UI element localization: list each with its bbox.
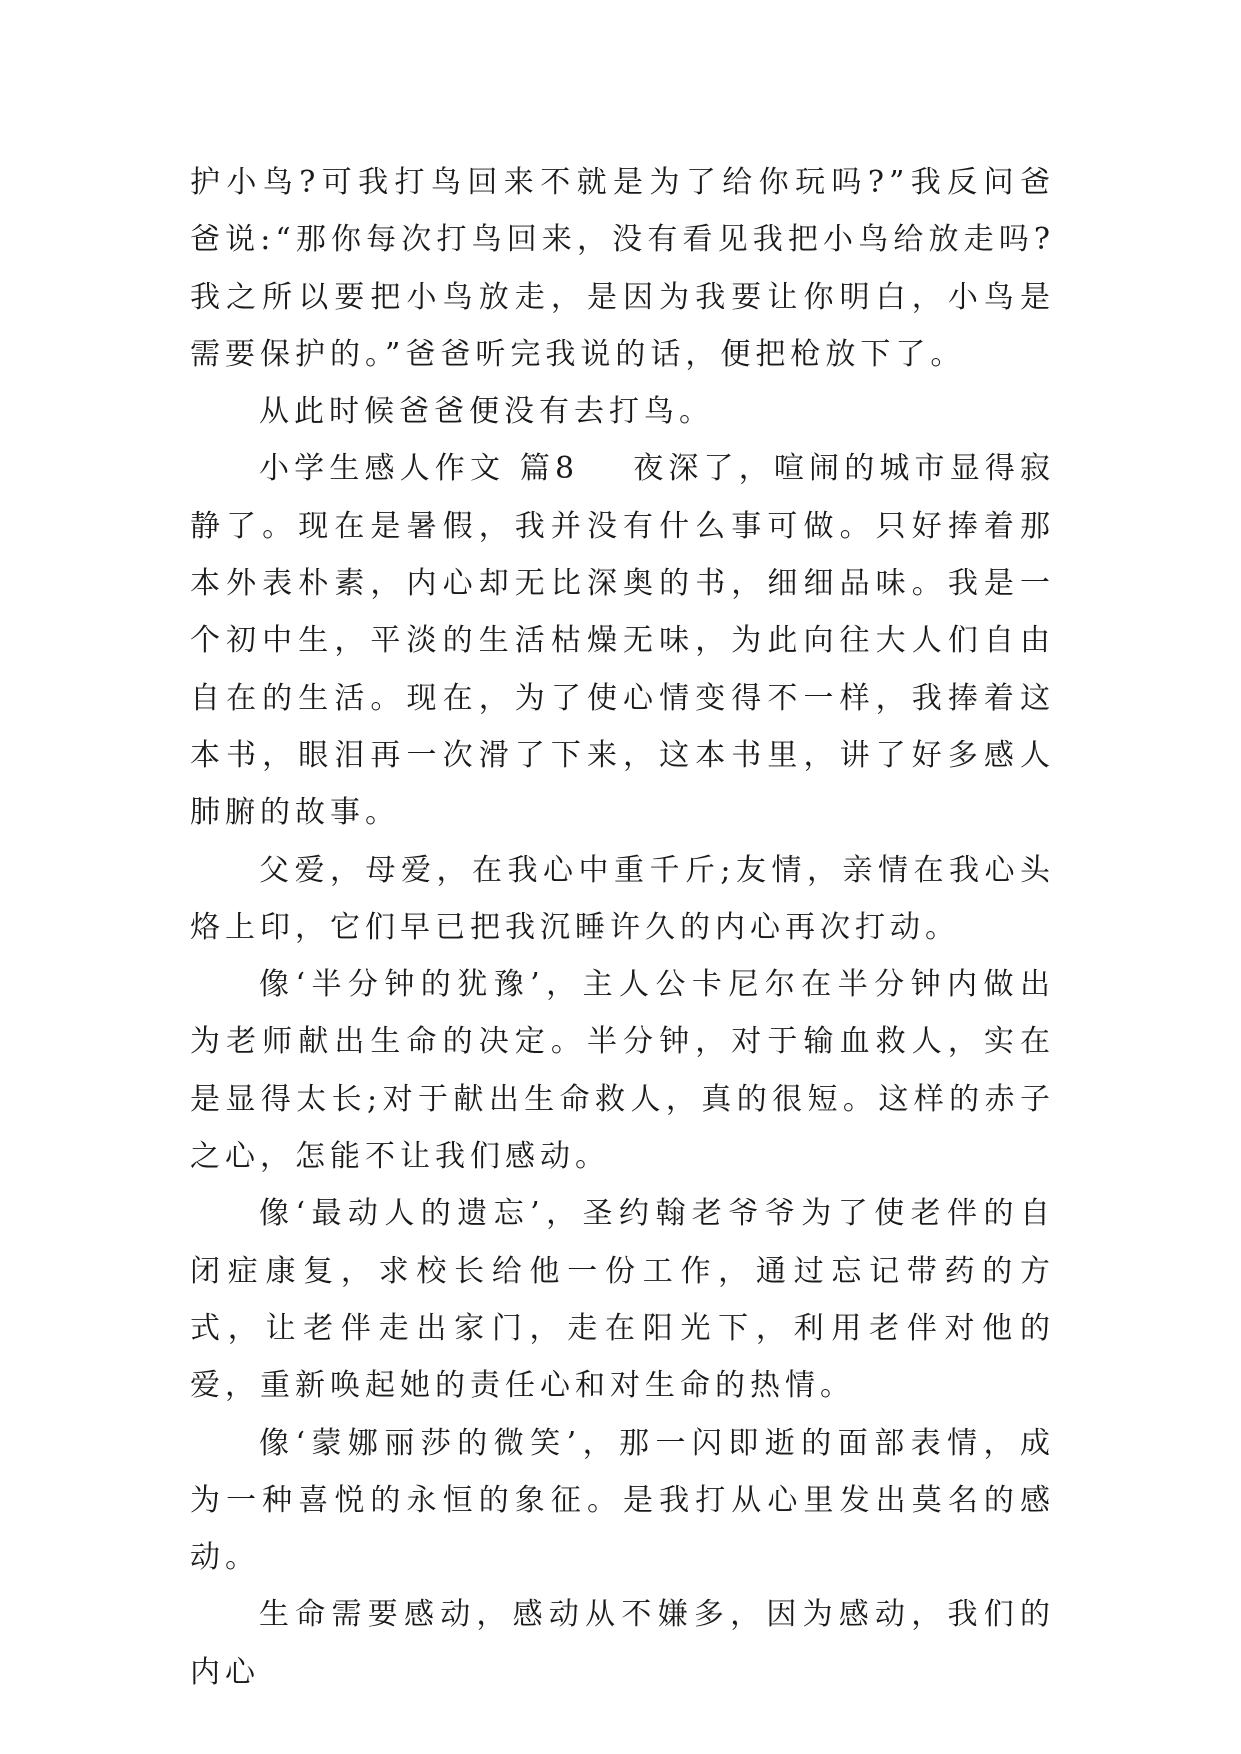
paragraph: 生命需要感动，感动从不嫌多，因为感动，我们的内心	[190, 1597, 1055, 1690]
paragraph: 从此时候爸爸便没有去打鸟。	[259, 394, 714, 430]
paragraph-continued: 护小鸟?可我打鸟回来不就是为了给你玩吗?”我反问爸爸说:“那你每次打鸟回来，没有看见我把小鸟给放走吗?我之所以要把小鸟放走，是因为我要让你明白，小鸟是需要保护的。”爸爸听完我说的话，便把枪放下了。	[190, 165, 1055, 372]
document-body	[190, 154, 1055, 1701]
paragraph: 像‘最动人的遗忘’，圣约翰老爷爷为了使老伴的自闭症康复，求校长给他一份工作，通过忘记带药的方式，让老伴走出家门，走在阳光下，利用老伴对他的爱，重新唤起她的责任心和对生命的热情。	[190, 1196, 1055, 1404]
paragraph: 父爱，母爱，在我心中重千斤;友情，亲情在我心头烙上印，它们早已把我沉睡许久的内心再次打动。	[190, 852, 1055, 945]
section-heading-title: 小学生感人作文 篇8	[259, 451, 580, 487]
paragraph: 像‘蒙娜丽莎的微笑’，那一闪即逝的面部表情，成为一种喜悦的永恒的象征。是我打从心里发出莫名的感动。	[190, 1425, 1055, 1576]
paragraph: 像‘半分钟的犹豫’，主人公卡尼尔在半分钟内做出为老师献出生命的决定。半分钟，对于输血救人，实在是显得太长;对于献出生命救人，真的很短。这样的赤子之心，怎能不让我们感动。	[190, 967, 1055, 1175]
section-heading-paragraph	[190, 440, 1055, 841]
section-heading-text: 夜深了，喧闹的城市显得寂静了。现在是暑假，我并没有什么事可做。只好捧着那本外表朴素，内心却无比深奥的书，细细品味。我是一个初中生，平淡的生活枯燥无味，为此向往大人们自由自在的生活。现在，为了使心情变得不一样，我捧着这本书，眼泪再一次滑了下来，这本书里，讲了好多感人肺腑的故事。	[190, 451, 1056, 831]
